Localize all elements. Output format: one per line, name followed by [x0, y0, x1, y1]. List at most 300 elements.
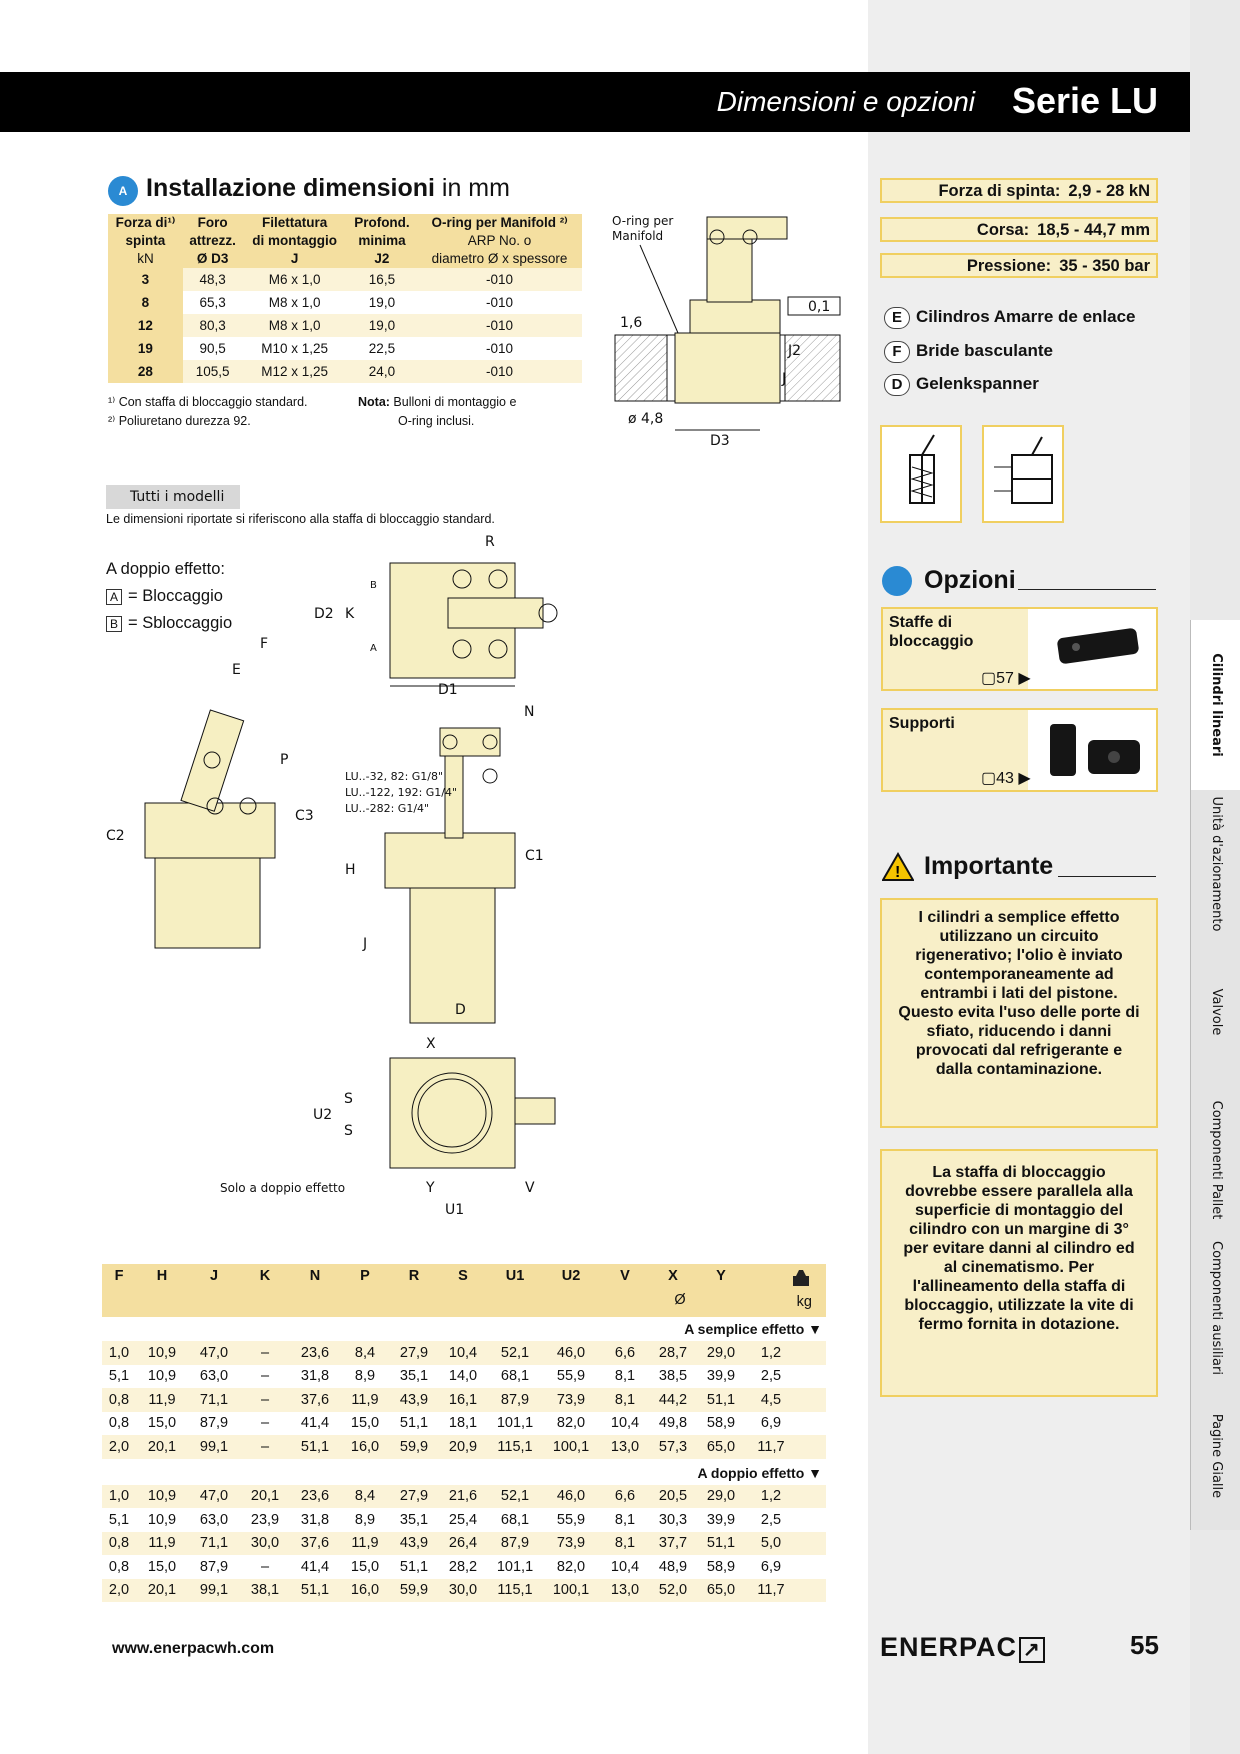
lang-letter: D — [884, 374, 910, 396]
table-row — [108, 268, 582, 291]
note-text-2: O-ring inclusi. — [398, 414, 475, 428]
dim-c2: C2 — [106, 828, 125, 844]
column-header: U1 — [505, 1268, 525, 1284]
table-cell: 57,3 — [658, 1438, 688, 1455]
th: Profond. — [347, 214, 417, 232]
table-cell: 6,9 — [760, 1415, 782, 1432]
th: minima — [347, 232, 417, 250]
cell: -010 — [417, 314, 582, 337]
tab-label: Pagine Gialle — [1208, 1413, 1224, 1499]
table-cell: 11,9 — [148, 1535, 176, 1552]
table-cell: 43,9 — [399, 1391, 429, 1408]
all-models-note: Le dimensioni riportate si riferiscono alla staffa di bloccaggio standard. — [106, 512, 495, 526]
table-cell: 1,2 — [760, 1344, 782, 1361]
table-cell: 11,9 — [351, 1391, 379, 1408]
dim-d: D — [455, 1002, 466, 1018]
spec-stroke — [880, 217, 1158, 242]
table-cell: 5,1 — [108, 1511, 130, 1528]
table-cell: 52,0 — [658, 1582, 688, 1599]
table-cell: 10,9 — [147, 1344, 177, 1361]
th: Foro — [183, 214, 243, 232]
spec-value: 35 - 350 bar — [1059, 257, 1150, 275]
table-cell: 51,1 — [300, 1438, 330, 1455]
table-cell: – — [260, 1344, 270, 1361]
table-cell: 10,4 — [610, 1558, 640, 1575]
dim-y: Y — [426, 1180, 435, 1196]
table-cell: 15,0 — [350, 1415, 380, 1432]
table-row — [102, 1508, 826, 1532]
dim-v: V — [525, 1180, 535, 1196]
dim-x: X — [426, 1036, 436, 1052]
dim-k: K — [345, 606, 355, 622]
translation-de — [884, 374, 1039, 396]
option-label: Staffe di bloccaggio — [889, 614, 974, 650]
table-row — [102, 1388, 826, 1412]
cell: 105,5 — [183, 360, 243, 383]
dimensions-table — [102, 1264, 826, 1602]
table-cell: 8,1 — [614, 1511, 636, 1528]
support-image — [1028, 710, 1156, 790]
note-label: Nota: — [358, 395, 390, 409]
tab-componenti-pallet[interactable] — [1190, 1086, 1240, 1234]
table-cell: 0,8 — [108, 1391, 130, 1408]
cell: M8 x 1,0 — [268, 295, 321, 310]
table-cell: 21,6 — [448, 1488, 478, 1505]
table-cell: 20,1 — [147, 1438, 177, 1455]
svg-text:!: ! — [895, 864, 901, 881]
table-cell: 28,2 — [448, 1558, 478, 1575]
column-header: S — [458, 1268, 468, 1284]
cell: 28 — [108, 360, 183, 383]
th: O-ring per Manifold ²⁾ — [417, 214, 582, 232]
note — [358, 393, 516, 431]
cell: M10 x 1,25 — [261, 341, 329, 356]
table-cell: 8,4 — [354, 1344, 376, 1361]
table-cell: 82,0 — [556, 1558, 586, 1575]
th: attrezz. — [183, 232, 243, 250]
enerpac-logo-text: ENERPAC — [880, 1632, 1018, 1662]
table-cell: – — [260, 1415, 270, 1432]
cell: 22,5 — [368, 341, 396, 356]
cell: -010 — [417, 268, 582, 291]
option-page-ref[interactable]: ▢57 ▶ — [981, 670, 1031, 687]
spec-label: Pressione: — [966, 257, 1052, 275]
important-title: Importante — [924, 852, 1054, 880]
weight-icon — [790, 1268, 812, 1284]
table-cell: 11,7 — [757, 1582, 785, 1599]
footnotes — [108, 393, 308, 431]
table-cell: 8,1 — [614, 1391, 636, 1408]
enerpac-logo — [880, 1632, 1045, 1663]
th: J — [242, 250, 347, 268]
table-cell: 31,8 — [300, 1511, 330, 1528]
table-cell: 8,4 — [354, 1488, 376, 1505]
table-cell: 10,9 — [147, 1488, 177, 1505]
translation-text: Bride basculante — [916, 341, 1053, 360]
table-cell: 38,1 — [250, 1582, 280, 1599]
cell: 12 — [108, 314, 183, 337]
table-cell: 101,1 — [496, 1415, 534, 1432]
tab-label: Unità d'azionamento — [1208, 796, 1224, 932]
table-header — [102, 1264, 826, 1317]
table-cell: 58,9 — [706, 1415, 736, 1432]
th: Ø D3 — [183, 250, 243, 268]
table-cell: 1,0 — [108, 1344, 130, 1361]
table-cell: 5,0 — [760, 1535, 782, 1552]
table-cell: 1,2 — [760, 1488, 782, 1505]
table-cell: 82,0 — [556, 1415, 586, 1432]
table-cell: 73,9 — [556, 1391, 586, 1408]
table-cell: 87,9 — [500, 1535, 530, 1552]
install-title-unit: in mm — [434, 174, 510, 202]
tab-componenti-ausiliari[interactable] — [1190, 1234, 1240, 1382]
table-cell: 20,1 — [250, 1488, 280, 1505]
legend-a-text: = Bloccaggio — [128, 587, 223, 605]
table-cell: 65,0 — [706, 1438, 736, 1455]
table-cell: 47,0 — [199, 1488, 229, 1505]
option-page-ref[interactable]: ▢43 ▶ — [981, 770, 1031, 787]
cell: 19,0 — [368, 295, 396, 310]
th: kN — [108, 250, 183, 268]
table-cell: 15,0 — [350, 1558, 380, 1575]
table-cell: 13,0 — [610, 1582, 640, 1599]
th: diametro Ø x spessore — [417, 250, 582, 268]
column-header: P — [360, 1268, 370, 1284]
dim-u2: U2 — [313, 1107, 333, 1123]
table-cell: 27,9 — [399, 1344, 429, 1361]
cell: M6 x 1,0 — [242, 268, 347, 291]
table-cell: 43,9 — [399, 1535, 429, 1552]
table-cell: 48,9 — [658, 1558, 688, 1575]
table-cell: 115,1 — [497, 1582, 533, 1599]
table-cell: 71,1 — [199, 1391, 229, 1408]
tab-label: Componenti Pallet — [1208, 1100, 1224, 1220]
tab-cilindri-lineari[interactable] — [1190, 620, 1240, 790]
table-cell: 41,4 — [300, 1415, 330, 1432]
lang-letter: E — [884, 307, 910, 329]
legend-title: A doppio effetto: — [106, 560, 225, 578]
option-label: Supporti — [889, 715, 955, 732]
spec-label: Forza di spinta: — [938, 182, 1061, 200]
lang-letter: F — [884, 341, 910, 363]
table-cell: 115,1 — [497, 1438, 533, 1455]
th: J2 — [347, 250, 417, 268]
table-cell: 28,7 — [658, 1344, 688, 1361]
all-models-label: Tutti i modelli — [106, 485, 240, 509]
cell: 65,3 — [199, 295, 226, 310]
column-header: U2 — [561, 1268, 581, 1284]
header-title: Serie LU — [1011, 80, 1158, 121]
logo-mark-icon: ↗ — [1019, 1637, 1045, 1663]
table-cell: 35,1 — [399, 1511, 429, 1528]
column-header: J — [209, 1268, 219, 1284]
table-row — [108, 360, 582, 383]
table-cell: 25,4 — [448, 1511, 478, 1528]
clamp-arm-image — [1028, 609, 1156, 689]
table-row — [102, 1341, 826, 1365]
dim-u1: U1 — [445, 1202, 465, 1218]
cell: -010 — [417, 360, 582, 383]
th: Forza di¹⁾ — [108, 214, 183, 232]
dim-1-6: 1,6 — [620, 315, 643, 331]
table-cell: 46,0 — [556, 1344, 586, 1361]
table-cell: 15,0 — [147, 1558, 177, 1575]
cell: -010 — [485, 295, 513, 310]
table-cell: 16,0 — [350, 1582, 380, 1599]
double-acting-label: A doppio effetto ▼ — [697, 1464, 822, 1481]
table-cell: 2,5 — [760, 1368, 782, 1385]
table-cell: 55,9 — [556, 1511, 586, 1528]
table-cell: 49,8 — [658, 1415, 688, 1432]
table-cell: 87,9 — [199, 1558, 229, 1575]
cell: 48,3 — [183, 268, 243, 291]
port-note-2: LU..-122, 192: G1/4" — [345, 786, 458, 799]
table-cell: 30,3 — [658, 1511, 688, 1528]
dim-h: H — [345, 862, 356, 878]
table-cell: 52,1 — [500, 1344, 530, 1361]
table-cell: 5,1 — [108, 1368, 130, 1385]
footnote: ¹⁾ Con staffa di bloccaggio standard. — [108, 395, 308, 409]
cell: M12 x 1,25 — [242, 360, 347, 383]
table-cell: 39,9 — [706, 1511, 736, 1528]
dim-j2: J2 — [788, 343, 802, 359]
single-acting-label: A semplice effetto ▼ — [684, 1321, 822, 1337]
table-cell: 27,9 — [399, 1488, 429, 1505]
table-cell: 37,7 — [658, 1535, 688, 1552]
installation-table — [108, 214, 582, 383]
table-cell: 29,0 — [706, 1344, 736, 1361]
dim-4-8: ø 4,8 — [628, 411, 664, 427]
table-row — [102, 1435, 826, 1459]
table-cell: 0,8 — [108, 1415, 130, 1432]
cell: 80,3 — [183, 314, 243, 337]
dim-p: P — [280, 752, 289, 768]
page-ref-number: 43 — [996, 770, 1014, 787]
th: ARP No. o — [417, 232, 582, 250]
table-cell: 6,6 — [614, 1344, 636, 1361]
port-note-1: LU..-32, 82: G1/8" — [345, 770, 444, 783]
table-cell: 37,6 — [300, 1391, 330, 1408]
table-cell: – — [260, 1368, 270, 1385]
table-cell: 52,1 — [500, 1488, 530, 1505]
dim-0-1: 0,1 — [808, 299, 831, 315]
table-cell: 10,4 — [610, 1415, 640, 1432]
table-cell: 99,1 — [199, 1438, 229, 1455]
column-header: Y — [716, 1268, 726, 1284]
double-acting-symbol — [982, 425, 1064, 523]
dim-s-bottom: S — [344, 1123, 353, 1139]
spec-label: Corsa: — [976, 221, 1030, 239]
legend-b-text: = Sbloccaggio — [128, 614, 233, 632]
column-header: N — [309, 1268, 321, 1284]
table-cell: 10,9 — [147, 1368, 177, 1385]
table-cell: 6,9 — [760, 1558, 782, 1575]
dim-d2: D2 — [314, 606, 334, 622]
column-header: R — [408, 1268, 420, 1284]
spec-force — [880, 178, 1158, 203]
dim-c1: C1 — [525, 848, 544, 864]
table-cell: 16,0 — [350, 1438, 380, 1455]
table-cell: 73,9 — [556, 1535, 586, 1552]
table-cell: 101,1 — [496, 1558, 534, 1575]
dim-f: F — [260, 636, 269, 652]
oring-manifold-diagram — [610, 205, 845, 450]
single-acting-symbol — [880, 425, 962, 523]
table-row — [102, 1555, 826, 1579]
table-cell: 4,5 — [760, 1391, 782, 1408]
dim-c3: C3 — [295, 808, 314, 824]
table-cell: 14,0 — [448, 1368, 478, 1385]
table-cell: 23,9 — [250, 1511, 280, 1528]
tab-unita-azionamento[interactable] — [1190, 790, 1240, 938]
cylinder-technical-drawing — [100, 528, 600, 1228]
warning-icon — [882, 852, 914, 887]
divider — [1018, 589, 1156, 590]
table-row — [102, 1485, 826, 1509]
translation-es — [884, 307, 1136, 329]
table-cell: 20,1 — [147, 1582, 177, 1599]
table-cell: 100,1 — [552, 1582, 590, 1599]
column-header: V — [620, 1268, 630, 1284]
legend-box-a: A — [106, 589, 122, 605]
table-cell: 46,0 — [556, 1488, 586, 1505]
dim-n: N — [524, 704, 535, 720]
translation-text: Cilindros Amarre de enlace — [916, 307, 1136, 326]
table-cell: 29,0 — [706, 1488, 736, 1505]
table-cell: 51,1 — [706, 1535, 736, 1552]
website-link[interactable]: www.enerpacwh.com — [112, 1640, 275, 1657]
table-cell: 8,9 — [354, 1368, 376, 1385]
table-cell: 11,9 — [148, 1391, 176, 1408]
table-cell: 68,1 — [500, 1368, 530, 1385]
dim-j: J — [782, 371, 787, 387]
column-header: H — [156, 1268, 168, 1284]
table-cell: 68,1 — [500, 1511, 530, 1528]
table-cell: 2,0 — [108, 1438, 130, 1455]
table-row — [102, 1532, 826, 1556]
table-cell: 71,1 — [199, 1535, 229, 1552]
table-cell: 8,9 — [354, 1511, 376, 1528]
dim-j: J — [363, 936, 368, 952]
table-cell: – — [260, 1558, 270, 1575]
page-number: 55 — [1130, 1630, 1159, 1660]
table-cell: 26,4 — [448, 1535, 478, 1552]
table-cell: – — [260, 1438, 270, 1455]
table-cell: 8,1 — [614, 1368, 636, 1385]
table-row — [108, 314, 582, 337]
page-ref-number: 57 — [996, 670, 1014, 687]
table-cell: 58,9 — [706, 1558, 736, 1575]
port-note-3: LU..-282: G1/4" — [345, 802, 430, 815]
table-cell: 51,1 — [399, 1415, 429, 1432]
tab-valvole[interactable] — [1190, 938, 1240, 1086]
column-header: X — [668, 1268, 678, 1284]
dim-d1: D1 — [438, 682, 458, 698]
th: Filettatura — [242, 214, 347, 232]
table-cell: 30,0 — [250, 1535, 280, 1552]
tab-label: Cilindri lineari — [1208, 653, 1224, 757]
options-icon — [882, 566, 912, 596]
kg-unit: kg — [796, 1294, 812, 1310]
footnote: ²⁾ Poliuretano durezza 92. — [108, 414, 251, 428]
table-cell: 47,0 — [199, 1344, 229, 1361]
table-cell: 51,1 — [706, 1391, 736, 1408]
install-icon: A — [108, 176, 138, 206]
cell: -010 — [485, 341, 513, 356]
table-cell: 31,8 — [300, 1368, 330, 1385]
options-title: Opzioni — [924, 566, 1016, 594]
oring-label-2: Manifold — [612, 229, 664, 243]
option-card-clamp-arms[interactable] — [881, 607, 1158, 691]
table-row — [102, 1412, 826, 1436]
dim-e: E — [232, 662, 241, 678]
table-row — [108, 337, 582, 360]
cell: 19,0 — [347, 314, 417, 337]
table-cell: 11,9 — [351, 1535, 379, 1552]
table-cell: 63,0 — [199, 1511, 229, 1528]
table-row — [102, 1365, 826, 1389]
dim-d3: D3 — [710, 433, 730, 449]
table-cell: 1,0 — [108, 1488, 130, 1505]
table-cell: 63,0 — [199, 1368, 229, 1385]
oring-label: O-ring per — [612, 214, 674, 228]
table-cell: 23,6 — [300, 1488, 330, 1505]
cell: 90,5 — [199, 341, 226, 356]
table-cell: – — [260, 1391, 270, 1408]
table-cell: 20,9 — [448, 1438, 478, 1455]
table-cell: 100,1 — [552, 1438, 590, 1455]
table-cell: 15,0 — [147, 1415, 177, 1432]
port-a-label: A — [370, 643, 377, 654]
cell: 3 — [108, 268, 183, 291]
table-cell: 59,9 — [399, 1438, 429, 1455]
cell: 8 — [108, 291, 183, 314]
table-cell: 99,1 — [199, 1582, 229, 1599]
table-cell: 10,4 — [448, 1344, 478, 1361]
cell: 16,5 — [347, 268, 417, 291]
tab-pagine-gialle[interactable] — [1190, 1382, 1240, 1530]
table-cell: 38,5 — [658, 1368, 688, 1385]
cell: M8 x 1,0 — [242, 314, 347, 337]
table-cell: 65,0 — [706, 1582, 736, 1599]
dim-s-top: S — [344, 1091, 353, 1107]
table-cell: 30,0 — [448, 1582, 478, 1599]
tab-label: Valvole — [1208, 988, 1224, 1036]
table-cell: 13,0 — [610, 1438, 640, 1455]
table-cell: 2,5 — [760, 1511, 782, 1528]
column-header: F — [114, 1268, 124, 1284]
table-cell: 10,9 — [147, 1511, 177, 1528]
note-text: Bulloni di montaggio e — [389, 395, 517, 409]
table-cell: 11,7 — [757, 1438, 785, 1455]
port-b-label: B — [370, 580, 377, 591]
table-cell: 6,6 — [614, 1488, 636, 1505]
table-cell: 35,1 — [399, 1368, 429, 1385]
table-cell: 87,9 — [500, 1391, 530, 1408]
spec-value: 2,9 - 28 kN — [1068, 182, 1150, 200]
legend-box-b: B — [106, 616, 122, 632]
table-cell: 37,6 — [300, 1535, 330, 1552]
table-cell: 44,2 — [658, 1391, 688, 1408]
option-card-supports[interactable] — [881, 708, 1158, 792]
table-cell: 18,1 — [448, 1415, 478, 1432]
table-cell: 51,1 — [399, 1558, 429, 1575]
tab-label: Componenti ausiliari — [1208, 1241, 1224, 1375]
table-cell: 87,9 — [199, 1415, 229, 1432]
divider — [1058, 876, 1156, 877]
table-cell: 55,9 — [556, 1368, 586, 1385]
install-title-bold: Installazione dimensioni — [146, 174, 435, 202]
